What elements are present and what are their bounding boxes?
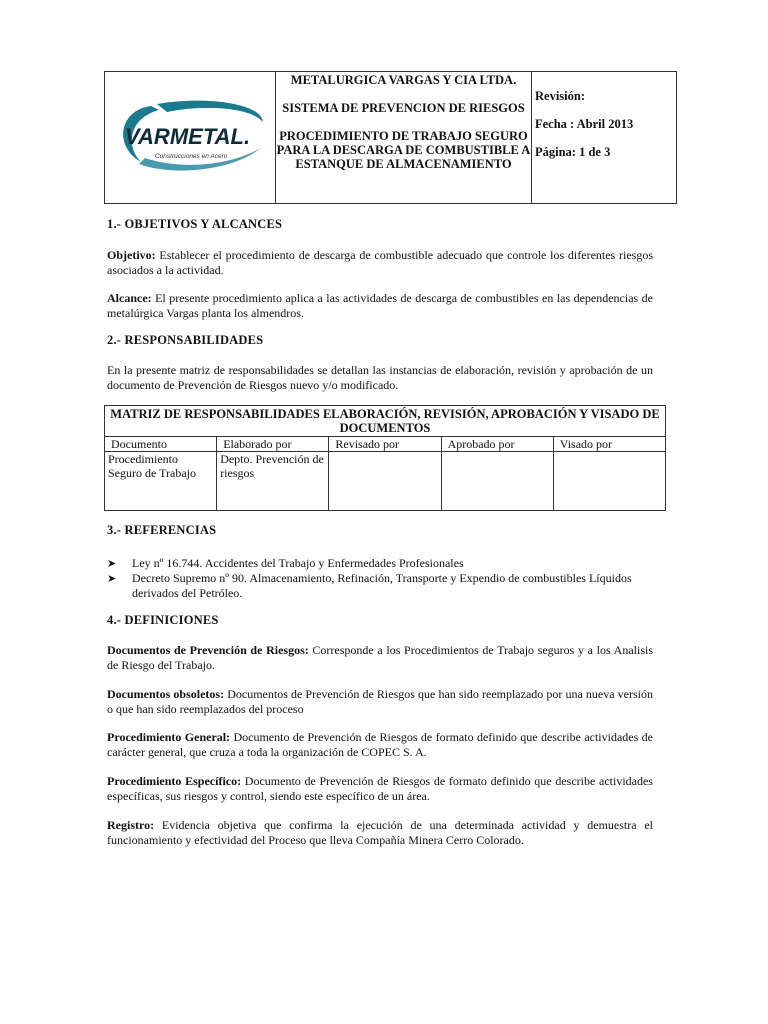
matrix-header-cell: Documento [105, 437, 217, 452]
definition-term: Procedimiento General: [107, 730, 231, 744]
reference-item [107, 571, 653, 600]
responsabilidades-paragraph: En la presente matriz de responsabilidades se detallan las instancias de elaboración, revisión y aprobación de un documento de Prevención de Riesgos nuevo y/o modificado. [107, 363, 653, 392]
matrix-title: MATRIZ DE RESPONSABILIDADES ELABORACIÓN, REVISIÓN, APROBACIÓN Y VISADO DE DOCUMENTOS [105, 406, 666, 437]
objetivo-text: Establecer el procedimiento de descarga de combustible adecuado que controle los diferentes riesgos asociados a la actividad. [107, 248, 653, 277]
section-responsabilidades: 2.- RESPONSABILIDADES [107, 333, 264, 347]
definition-paragraph [107, 643, 653, 672]
logo-tagline: Construcciones en Acero [155, 153, 228, 160]
reference-text: Ley nº 16.744. Accidentes del Trabajo y Enfermedades Profesionales [132, 556, 464, 570]
varmetal-logo [105, 72, 275, 203]
arrow-bullet-icon: ➤ [107, 573, 117, 585]
objetivo-paragraph [107, 248, 653, 277]
definition-text: Evidencia objetiva que confirma la ejecución de una determinada actividad y demuestra el funcionamiento y efectividad del Proceso que lleva Compañía Minera Cerro Colorado. [107, 818, 653, 847]
definition-text: Documento de Prevención de Riesgos de formato definido que describe actividades específicas, sus riesgos y control, siendo este específico de un área. [107, 774, 653, 803]
matrix-row [105, 452, 666, 511]
reference-item [107, 556, 464, 572]
logo-wordmark: VARMETAL. [125, 124, 251, 149]
company-name: METALURGICA VARGAS Y CIA LTDA. [290, 73, 517, 87]
matrix-header-cell: Aprobado por [441, 437, 553, 452]
alcance-paragraph [107, 291, 653, 320]
header-meta-cell [532, 72, 677, 204]
matrix-header-cell: Elaborado por [217, 437, 329, 452]
logo-cell [105, 72, 276, 204]
date-label: Fecha : Abril 2013 [535, 117, 634, 131]
definition-paragraph [107, 818, 653, 847]
definition-term: Registro: [107, 818, 155, 832]
matrix-cell: Depto. Prevención de riesgos [217, 452, 329, 511]
document-header [104, 71, 677, 204]
matrix-cell: Procedimiento Seguro de Trabajo [105, 452, 217, 511]
definition-text: Corresponde a los Procedimientos de Trabajo seguros y a los Analisis de Riesgo del Trabajo. [107, 643, 654, 672]
matrix-cell [441, 452, 553, 511]
definition-text: Documentos de Prevención de Riesgos que han sido reemplazado por una nueva versión o que han sido reemplazados del proceso [107, 687, 654, 716]
revision-label: Revisión: [535, 89, 585, 103]
section-referencias: 3.- REFERENCIAS [107, 523, 217, 537]
alcance-text: El presente procedimiento aplica a las actividades de descarga de combustibles en las dependencias de metalúrgica Vargas planta los almendros. [107, 291, 653, 320]
section-objetivos: 1.- OBJETIVOS Y ALCANCES [107, 217, 283, 231]
section-definiciones: 4.- DEFINICIONES [107, 613, 219, 627]
matrix-header-row [105, 437, 666, 452]
definition-text: Documento de Prevención de Riesgos de formato definido que describe actividades de carácter general, que cruza a toda la organización de COPEC S. A. [107, 730, 653, 759]
definition-paragraph [107, 730, 653, 759]
definition-paragraph [107, 774, 653, 803]
objetivo-label: Objetivo: [107, 248, 156, 262]
matrix-header-cell: Revisado por [329, 437, 441, 452]
matrix-cell [553, 452, 665, 511]
reference-text: Decreto Supremo nº 90. Almacenamiento, Refinación, Transporte y Expendio de combustibles Líquidos derivados del Petróleo. [132, 571, 632, 600]
definition-term: Documentos de Prevención de Riesgos: [107, 643, 309, 657]
page-label: Página: 1 de 3 [535, 145, 611, 159]
header-title-cell [276, 72, 532, 204]
arrow-bullet-icon: ➤ [107, 558, 117, 570]
responsibility-matrix [104, 405, 666, 511]
definition-term: Documentos obsoletos: [107, 687, 225, 701]
definition-paragraph [107, 687, 653, 716]
definition-term: Procedimiento Específico: [107, 774, 242, 788]
matrix-header-cell: Visado por [553, 437, 665, 452]
alcance-label: Alcance: [107, 291, 152, 305]
system-name: SISTEMA DE PREVENCION DE RIESGOS [282, 101, 525, 115]
matrix-cell [329, 452, 441, 511]
procedure-title: PROCEDIMIENTO DE TRABAJO SEGURO PARA LA DESCARGA DE COMBUSTIBLE A ESTANQUE DE ALMACENAMIENTO [276, 129, 531, 171]
